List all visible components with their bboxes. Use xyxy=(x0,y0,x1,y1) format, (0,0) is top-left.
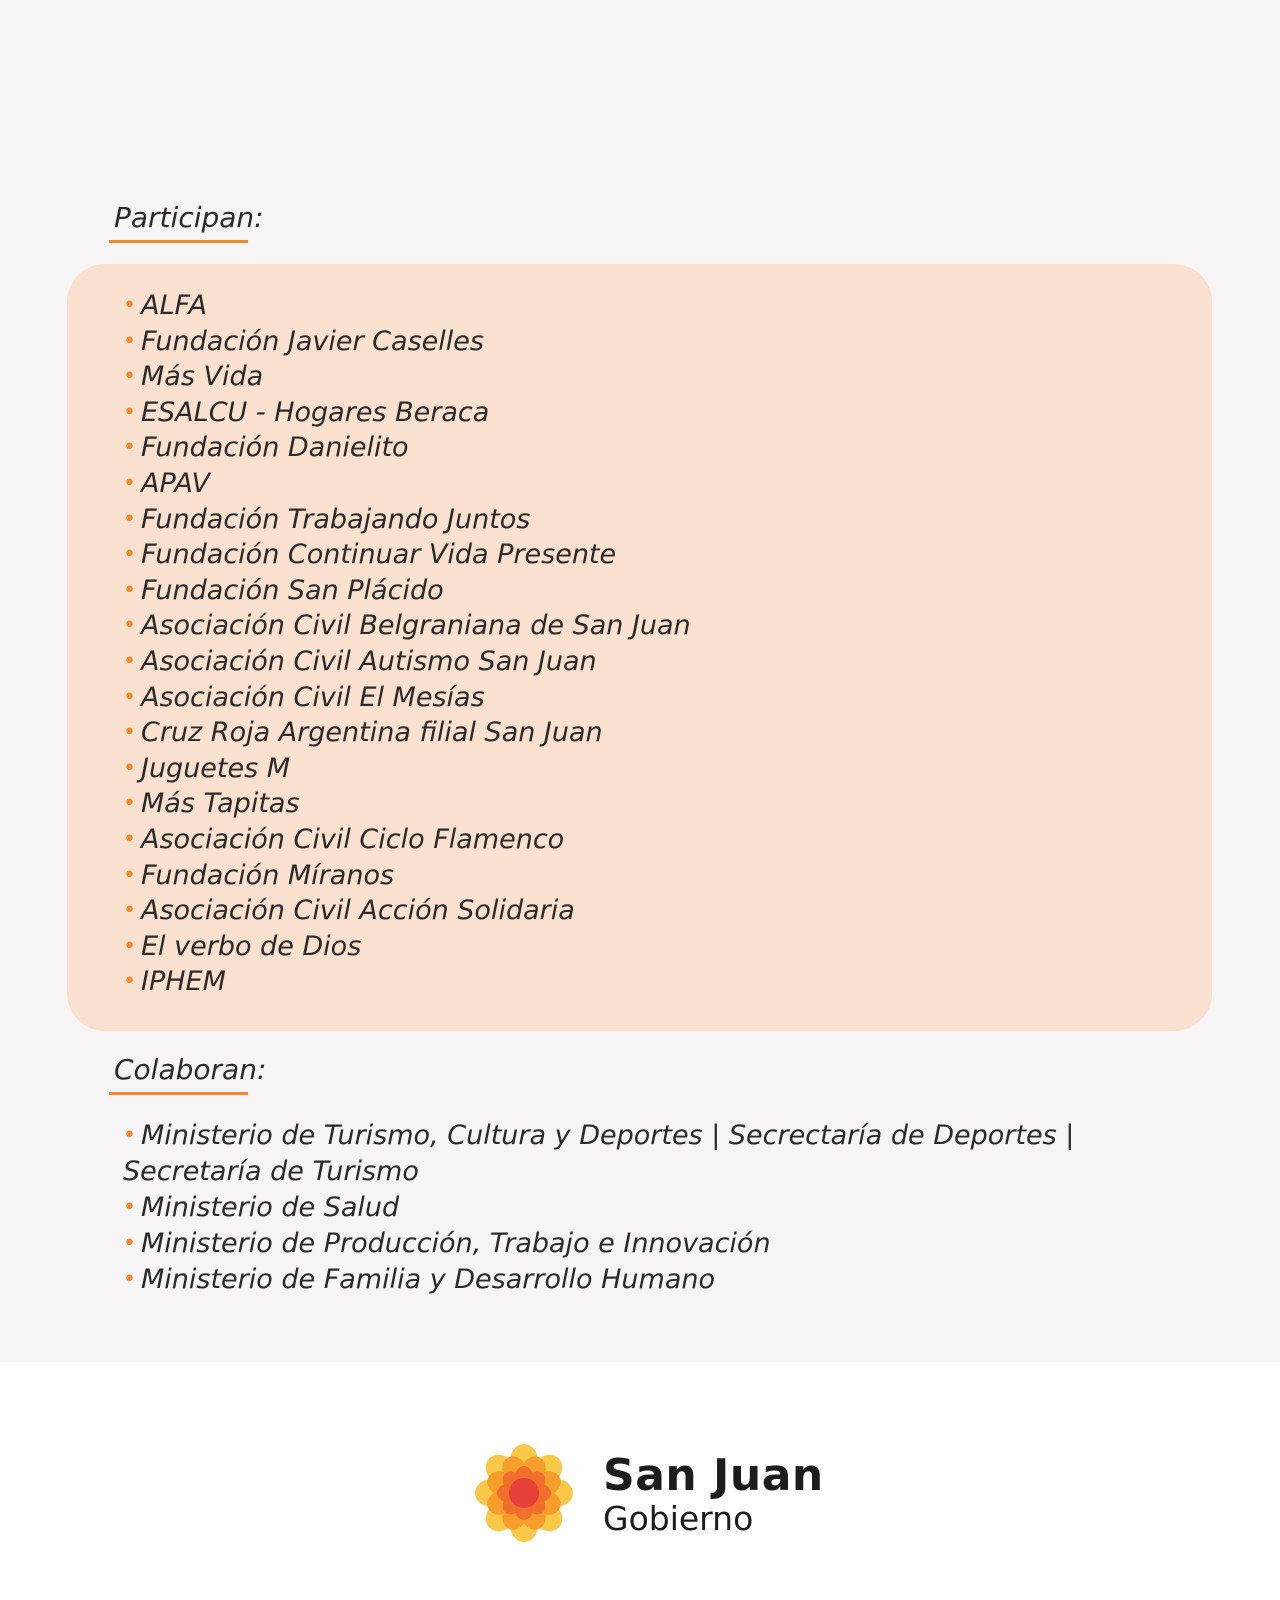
bullet-icon: • xyxy=(123,470,136,496)
participan-item xyxy=(123,644,691,680)
participan-item-label: Más Tapitas xyxy=(140,788,300,820)
participan-item xyxy=(123,359,691,395)
bullet-icon: • xyxy=(123,720,136,746)
colaboran-heading-underline xyxy=(109,1092,248,1095)
participan-item-label: Asociación Civil El Mesías xyxy=(140,681,485,713)
bullet-icon: • xyxy=(123,791,136,817)
participan-item-label: Fundación Javier Caselles xyxy=(140,325,484,357)
bullet-icon: • xyxy=(123,1267,136,1292)
participan-item-label: Fundación Danielito xyxy=(140,432,409,464)
participan-item-label: Fundación Míranos xyxy=(140,859,395,891)
participan-item-label: Fundación San Plácido xyxy=(140,574,444,606)
participan-item xyxy=(123,537,691,573)
colaboran-item-label: Ministerio de Familia y Desarrollo Humano xyxy=(140,1264,715,1295)
participan-item-label: Asociación Civil Acción Solidaria xyxy=(140,895,575,927)
brand-subtitle: Gobierno xyxy=(603,1499,754,1538)
participan-item-label: Fundación Trabajando Juntos xyxy=(140,503,531,535)
bullet-icon: • xyxy=(123,933,136,959)
participan-item-label: Asociación Civil Autismo San Juan xyxy=(140,645,597,677)
bullet-icon: • xyxy=(123,506,136,532)
participan-item xyxy=(123,502,691,538)
colaboran-item-label: Ministerio de Salud xyxy=(140,1192,400,1223)
participan-item-label: ALFA xyxy=(140,290,207,321)
participan-item xyxy=(123,288,691,324)
participan-item xyxy=(123,964,691,1000)
bullet-icon: • xyxy=(123,1195,136,1220)
participan-item xyxy=(123,822,691,858)
bullet-icon: • xyxy=(123,399,136,425)
bullet-icon: • xyxy=(123,1123,136,1148)
participan-heading-underline xyxy=(109,240,248,243)
participan-item xyxy=(123,430,691,466)
bullet-icon: • xyxy=(123,969,136,995)
colaboran-item xyxy=(123,1226,1183,1262)
bullet-icon: • xyxy=(123,648,136,674)
participan-item xyxy=(123,466,691,502)
participan-heading: Participan: xyxy=(114,201,264,234)
participan-item xyxy=(123,786,691,822)
colaboran-item xyxy=(123,1190,1183,1226)
participan-item-label: Juguetes M xyxy=(140,752,291,784)
bullet-icon: • xyxy=(123,826,136,852)
participan-item xyxy=(123,573,691,609)
participan-item xyxy=(123,929,691,965)
bullet-icon: • xyxy=(123,364,136,390)
participan-item-label: El verbo de Dios xyxy=(140,930,362,962)
participan-list xyxy=(123,288,691,1000)
flower-logo-icon xyxy=(474,1443,574,1543)
participan-item xyxy=(123,395,691,431)
bullet-icon: • xyxy=(123,898,136,924)
bullet-icon: • xyxy=(123,328,136,354)
participan-item xyxy=(123,608,691,644)
bullet-icon: • xyxy=(123,542,136,568)
participan-item xyxy=(123,680,691,716)
bullet-icon: • xyxy=(123,755,136,781)
participan-item-label: Más Vida xyxy=(140,361,264,393)
bullet-icon: • xyxy=(123,435,136,461)
bullet-icon: • xyxy=(123,684,136,710)
participan-item-label: Cruz Roja Argentina filial San Juan xyxy=(140,717,603,749)
participan-item xyxy=(123,751,691,787)
participan-item xyxy=(123,893,691,929)
participan-item-label: APAV xyxy=(140,467,210,499)
bullet-icon: • xyxy=(123,613,136,639)
colaboran-list xyxy=(123,1118,1183,1298)
participan-item xyxy=(123,715,691,751)
colaboran-heading: Colaboran: xyxy=(114,1053,267,1086)
bullet-icon: • xyxy=(123,577,136,603)
participan-item xyxy=(123,324,691,360)
participan-item-label: ESALCU - Hogares Beraca xyxy=(140,396,490,428)
bullet-icon: • xyxy=(123,1231,136,1256)
brand-name: San Juan xyxy=(603,1450,824,1501)
bullet-icon: • xyxy=(123,293,136,318)
participan-item-label: Asociación Civil Belgraniana de San Juan xyxy=(140,610,691,642)
bullet-icon: • xyxy=(123,862,136,888)
colaboran-item xyxy=(123,1262,1183,1298)
participan-item xyxy=(123,858,691,894)
colaboran-item xyxy=(123,1118,1173,1190)
colaboran-item-label: Ministerio de Producción, Trabajo e Innovación xyxy=(140,1228,771,1259)
participan-item-label: Fundación Continuar Vida Presente xyxy=(140,539,617,571)
participan-item-label: Asociación Civil Ciclo Flamenco xyxy=(140,823,565,855)
colaboran-item-label: Ministerio de Turismo, Cultura y Deportes | Secrectaría de Deportes | Secretaría de Turismo xyxy=(123,1120,1075,1187)
participan-item-label: IPHEM xyxy=(140,966,226,998)
